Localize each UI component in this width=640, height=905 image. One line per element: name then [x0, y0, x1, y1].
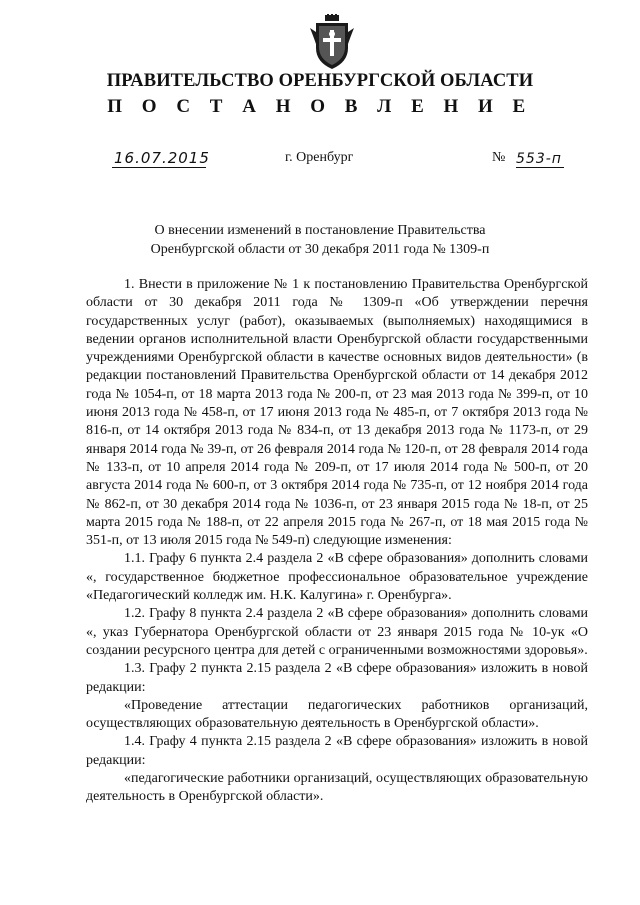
paragraph-1-2: 1.2. Графу 8 пункта 2.4 раздела 2 «В сфере образования» дополнить словами «, указ Губернатора Оренбургской области от 23 января 2015 года № 10-ук «О создании ресурсного центра для детей с ограниченными возможностями здоровья».	[86, 606, 588, 658]
document-type-title: П О С Т А Н О В Л Е Н И Е	[107, 96, 533, 117]
document-number: 553-п	[516, 151, 564, 168]
paragraph-1-3: 1.3. Графу 2 пункта 2.15 раздела 2 «В сфере образования» изложить в новой редакции:	[86, 661, 588, 695]
document-city: г. Оренбург	[285, 150, 354, 165]
document-subject	[0, 221, 640, 259]
paragraph-1-4-quote: «педагогические работники организаций, осуществляющих образовательную деятельность в Оренбургской области».	[86, 771, 588, 805]
document-date: 16.07.2015	[114, 149, 210, 167]
paragraph-1-1: 1.1. Графу 6 пункта 2.4 раздела 2 «В сфере образования» дополнить словами «, государственное бюджетное профессиональное образовательное учреждение «Педагогический колледж им. Н.К. Калугина» г. Оренбурга».	[86, 551, 588, 604]
paragraph-1-3-quote: «Проведение аттестации педагогических работников организаций, осуществляющих образовательную деятельность в Оренбургской области».	[86, 697, 588, 732]
number-sign: №	[492, 150, 506, 165]
government-title: ПРАВИТЕЛЬСТВО ОРЕНБУРГСКОЙ ОБЛАСТИ	[106, 71, 534, 91]
subject-line-2: Оренбургской области от 30 декабря 2011 года № 1309-п	[150, 242, 490, 257]
paragraph-1-4: 1.4. Графу 4 пункта 2.15 раздела 2 «В сфере образования» изложить в новой редакции:	[86, 734, 588, 768]
subject-line-1: О внесении изменений в постановление Правительства	[154, 223, 486, 238]
coat-of-arms-icon	[308, 14, 356, 70]
document-body	[86, 276, 588, 807]
paragraph-1: 1. Внести в приложение № 1 к постановлению Правительства Оренбургской области от 30 декабря 2011 года № 1309-п «Об утверждении перечня государственных услуг (работ), оказываемых (выполняемых) находящимися в ведении органов исполнительной власти Оренбургской области государственными учреждениями Оренбургской области в качестве основных видов деятельности» (в редакции постановлений Правительства Оренбургской области от 14 декабря 2012 года № 1054-п, от 18 марта 2013 года № 200-п, от 23 мая 2013 года № 399-п, от 10 июня 2013 года № 458-п, от 17 июня 2013 года № 485-п, от 7 октября 2013 года № 816-п, от 14 октября 2013 года № 834-п, от 13 декабря 2013 года № 1173-п, от 29 января 2014 года № 39-п, от 26 февраля 2014 года № 120-п, от 28 февраля 2014 года № 133-п, от 10 апреля 2014 года № 209-п, от 17 июля 2014 года № 500-п, от 20 августа 2014 года № 600-п, от 3 октября 2014 года № 735-п, от 12 ноября 2014 года № 862-п, от 30 декабря 2014 года № 1036-п, от 23 января 2015 года № 18-п, от 25 марта 2015 года № 188-п, от 22 апреля 2015 года № 267-п, от 18 мая 2015 года № 351-п, от 13 июля 2015 года № 549-п) следующие изменения:	[86, 277, 588, 549]
